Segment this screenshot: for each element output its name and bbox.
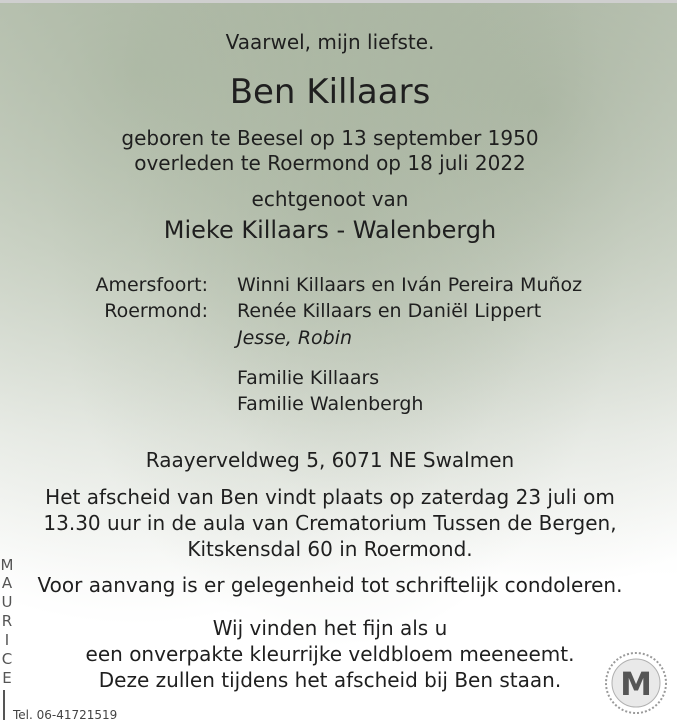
farewell-line: Vaarwel, mijn liefste.: [225, 30, 435, 54]
family-place: Amersfoort:: [95, 274, 208, 296]
condolence-line: Voor aanvang is er gelegenheid tot schriftelijk condoleren.: [37, 573, 623, 597]
publisher-phone: Tel. 06-41721519: [13, 708, 118, 722]
grandchildren-names: Jesse, Robin: [237, 327, 353, 349]
publisher-logo-icon: [604, 651, 668, 715]
publisher-letter: I: [4, 631, 10, 649]
extended-family: Familie Walenbergh: [237, 393, 424, 415]
death-line: overleden te Roermond op 18 juli 2022: [134, 151, 526, 175]
family-names: Renée Killaars en Daniël Lippert: [237, 300, 542, 322]
publisher-letter: A: [1, 574, 13, 592]
publisher-letter: R: [1, 612, 13, 630]
publisher-letter: C: [1, 650, 13, 668]
request-line: Deze zullen tijdens het afscheid bij Ben staan.: [98, 668, 562, 692]
ceremony-line: Het afscheid van Ben vindt plaats op zaterdag 23 juli om: [45, 485, 615, 509]
address-line: Raayerveldweg 5, 6071 NE Swalmen: [145, 448, 515, 472]
publisher-letter: E: [2, 669, 12, 687]
birth-line: geboren te Beesel op 13 september 1950: [121, 126, 539, 150]
deceased-name: Ben Killaars: [229, 72, 431, 112]
publisher-rule: [3, 690, 5, 720]
request-line: een onverpakte kleurrijke veldbloem meeneemt.: [85, 642, 575, 666]
ceremony-line: Kitskensdal 60 in Roermond.: [187, 537, 473, 561]
request-line: Wij vinden het fijn als u: [212, 616, 448, 640]
spouse-name: Mieke Killaars - Walenbergh: [163, 216, 497, 244]
publisher-letter: M: [0, 556, 14, 574]
extended-family: Familie Killaars: [237, 367, 380, 389]
family-names: Winni Killaars en Iván Pereira Muñoz: [237, 274, 583, 296]
relation-line: echtgenoot van: [251, 187, 409, 211]
family-place: Roermond:: [104, 300, 208, 322]
publisher-letter: U: [1, 593, 13, 611]
logo-letter: M: [620, 665, 652, 703]
top-border: [0, 0, 677, 3]
ceremony-line: 13.30 uur in de aula van Crematorium Tussen de Bergen,: [43, 511, 617, 535]
